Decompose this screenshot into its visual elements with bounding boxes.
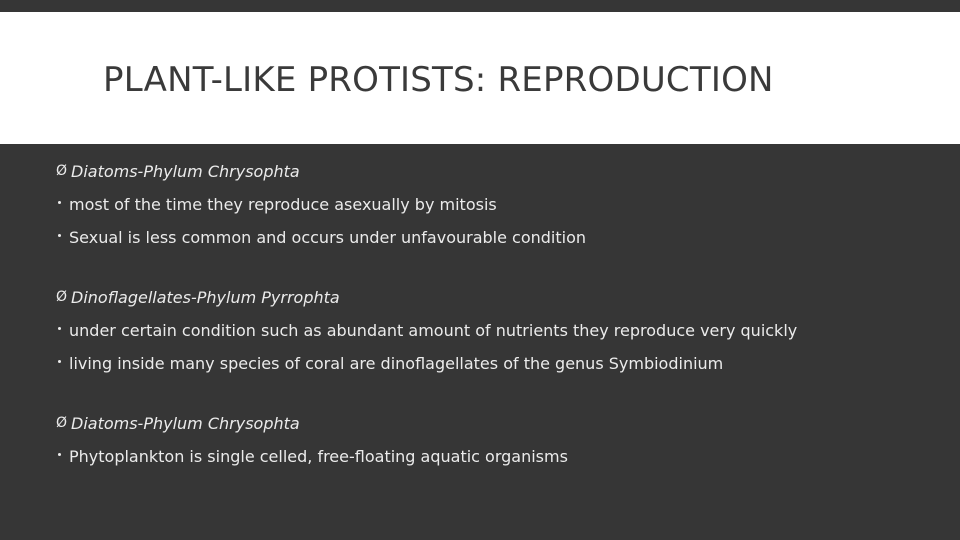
bullet-text: Phytoplankton is single celled, free-floating aquatic organisms [69, 446, 568, 466]
section-heading [56, 158, 936, 184]
bullet-text: living inside many species of coral are dinoflagellates of the genus Symbiodinium [69, 353, 724, 373]
list-item [56, 350, 936, 376]
heading-text: Dinoflagellates-Phylum Pyrrophta [71, 287, 340, 307]
section-dinoflagellates [56, 284, 936, 376]
section-heading [56, 410, 936, 436]
list-item [56, 443, 936, 469]
top-strip [0, 0, 960, 12]
arrow-bullet-icon: Ø [56, 163, 68, 179]
arrow-bullet-icon: Ø [56, 415, 68, 431]
bullet-text: Sexual is less common and occurs under unfavourable condition [69, 227, 587, 247]
bullet-text: most of the time they reproduce asexually by mitosis [69, 194, 497, 214]
slide-title: PLANT-LIKE PROTISTS: REPRODUCTION [103, 60, 774, 100]
bullet-dot-icon [58, 360, 61, 363]
bullet-dot-icon [58, 201, 61, 204]
section-diatoms-2 [56, 410, 936, 469]
list-item [56, 317, 936, 343]
bullet-dot-icon [58, 234, 61, 237]
heading-text: Diatoms-Phylum Chrysophta [71, 161, 300, 181]
list-item [56, 224, 936, 250]
heading-text: Diatoms-Phylum Chrysophta [71, 413, 300, 433]
arrow-bullet-icon: Ø [56, 289, 68, 305]
list-item [56, 191, 936, 217]
bullet-dot-icon [58, 327, 61, 330]
bullet-dot-icon [58, 453, 61, 456]
section-heading [56, 284, 936, 310]
bullet-text: under certain condition such as abundant amount of nutrients they reproduce very quickly [69, 320, 798, 340]
section-diatoms-1 [56, 158, 936, 250]
slide-content [56, 158, 936, 503]
